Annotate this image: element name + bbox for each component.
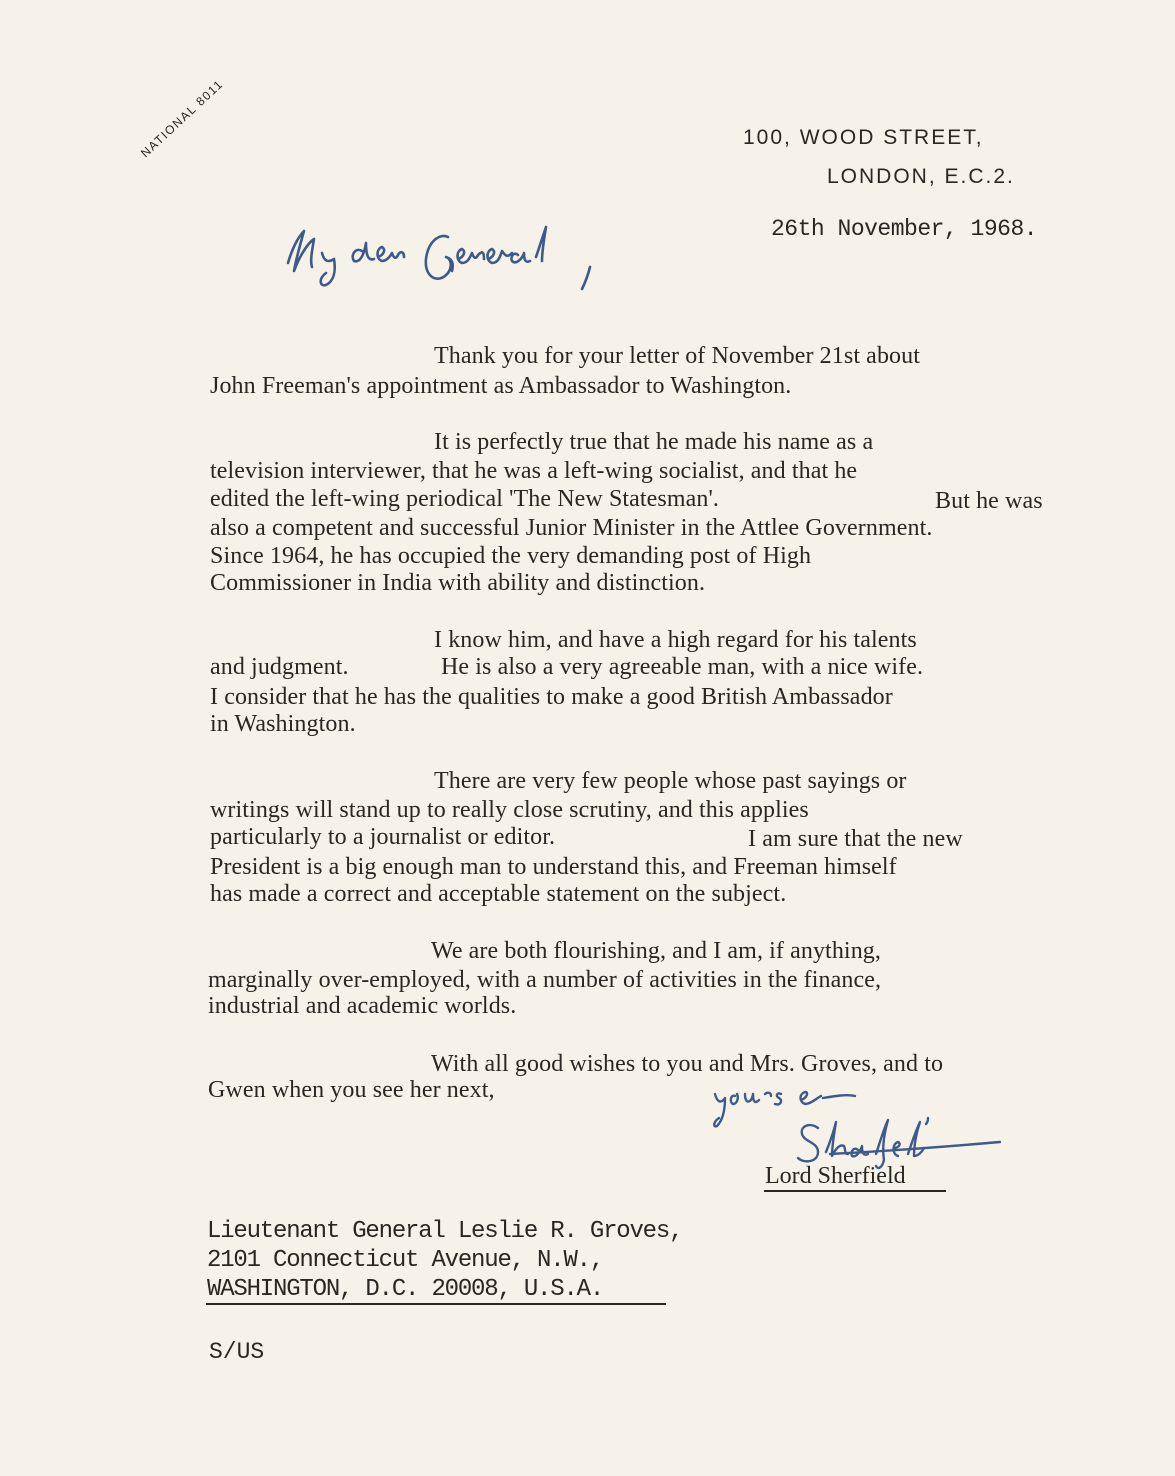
p6-line-2: Gwen when you see her next,	[208, 1077, 495, 1103]
p2-line-2: television interviewer, that he was a left-wing socialist, and that he	[210, 458, 858, 484]
p4-line-1: There are very few people whose past sayings or	[434, 768, 907, 794]
p3-line-2a: and judgment.	[210, 654, 349, 680]
reference-initials: S/US	[209, 1339, 265, 1365]
p4-line-5: has made a correct and acceptable statement on the subject.	[210, 881, 787, 907]
handwritten-salutation	[270, 215, 610, 305]
typed-signature-name: Lord Sherfield	[765, 1163, 906, 1189]
p1-line-2: John Freeman's appointment as Ambassador to Washington.	[210, 373, 792, 399]
p4-line-3b: I am sure that the new	[748, 826, 963, 852]
signature-underline	[764, 1190, 946, 1192]
p2-line-4: also a competent and successful Junior Minister in the Attlee Government.	[210, 515, 933, 541]
address-line-1: 100, WOOD STREET,	[743, 126, 984, 149]
address-line-2: LONDON, E.C.2.	[827, 165, 1015, 188]
p3-line-4: in Washington.	[210, 711, 356, 737]
p4-line-2: writings will stand up to really close scrutiny, and this applies	[210, 797, 809, 823]
p6-line-1: With all good wishes to you and Mrs. Groves, and to	[431, 1051, 944, 1077]
recipient-line-2: 2101 Connecticut Avenue, N.W.,	[207, 1247, 604, 1274]
p2-line-6: Commissioner in India with ability and distinction.	[210, 570, 706, 596]
telephone-stamp: NATIONAL 8011	[138, 76, 227, 161]
p4-line-3a: particularly to a journalist or editor.	[210, 824, 556, 850]
recipient-line-1: Lieutenant General Leslie R. Groves,	[207, 1218, 683, 1245]
p3-line-3: I consider that he has the qualities to make a good British Ambassador	[210, 684, 893, 710]
letter-date: 26th November, 1968.	[771, 216, 1038, 242]
p5-line-2: marginally over-employed, with a number of activities in the finance,	[208, 967, 882, 993]
p2-line-3a: edited the left-wing periodical 'The New Statesman'.	[210, 486, 720, 512]
p2-line-3b: But he was	[935, 488, 1043, 514]
recipient-line-3: WASHINGTON, D.C. 20008, U.S.A.	[207, 1276, 604, 1303]
p4-line-4: President is a big enough man to understand this, and Freeman himself	[210, 854, 897, 880]
p1-line-1: Thank you for your letter of November 21st about	[434, 343, 921, 369]
p5-line-3: industrial and academic worlds.	[208, 993, 517, 1019]
recipient-underline	[206, 1303, 666, 1305]
p3-line-1: I know him, and have a high regard for his talents	[434, 627, 917, 653]
p2-line-5: Since 1964, he has occupied the very demanding post of High	[210, 543, 812, 569]
p2-line-1: It is perfectly true that he made his name as a	[434, 429, 874, 455]
p3-line-2b: He is also a very agreeable man, with a nice wife.	[441, 654, 924, 680]
p5-line-1: We are both flourishing, and I am, if anything,	[431, 938, 881, 964]
